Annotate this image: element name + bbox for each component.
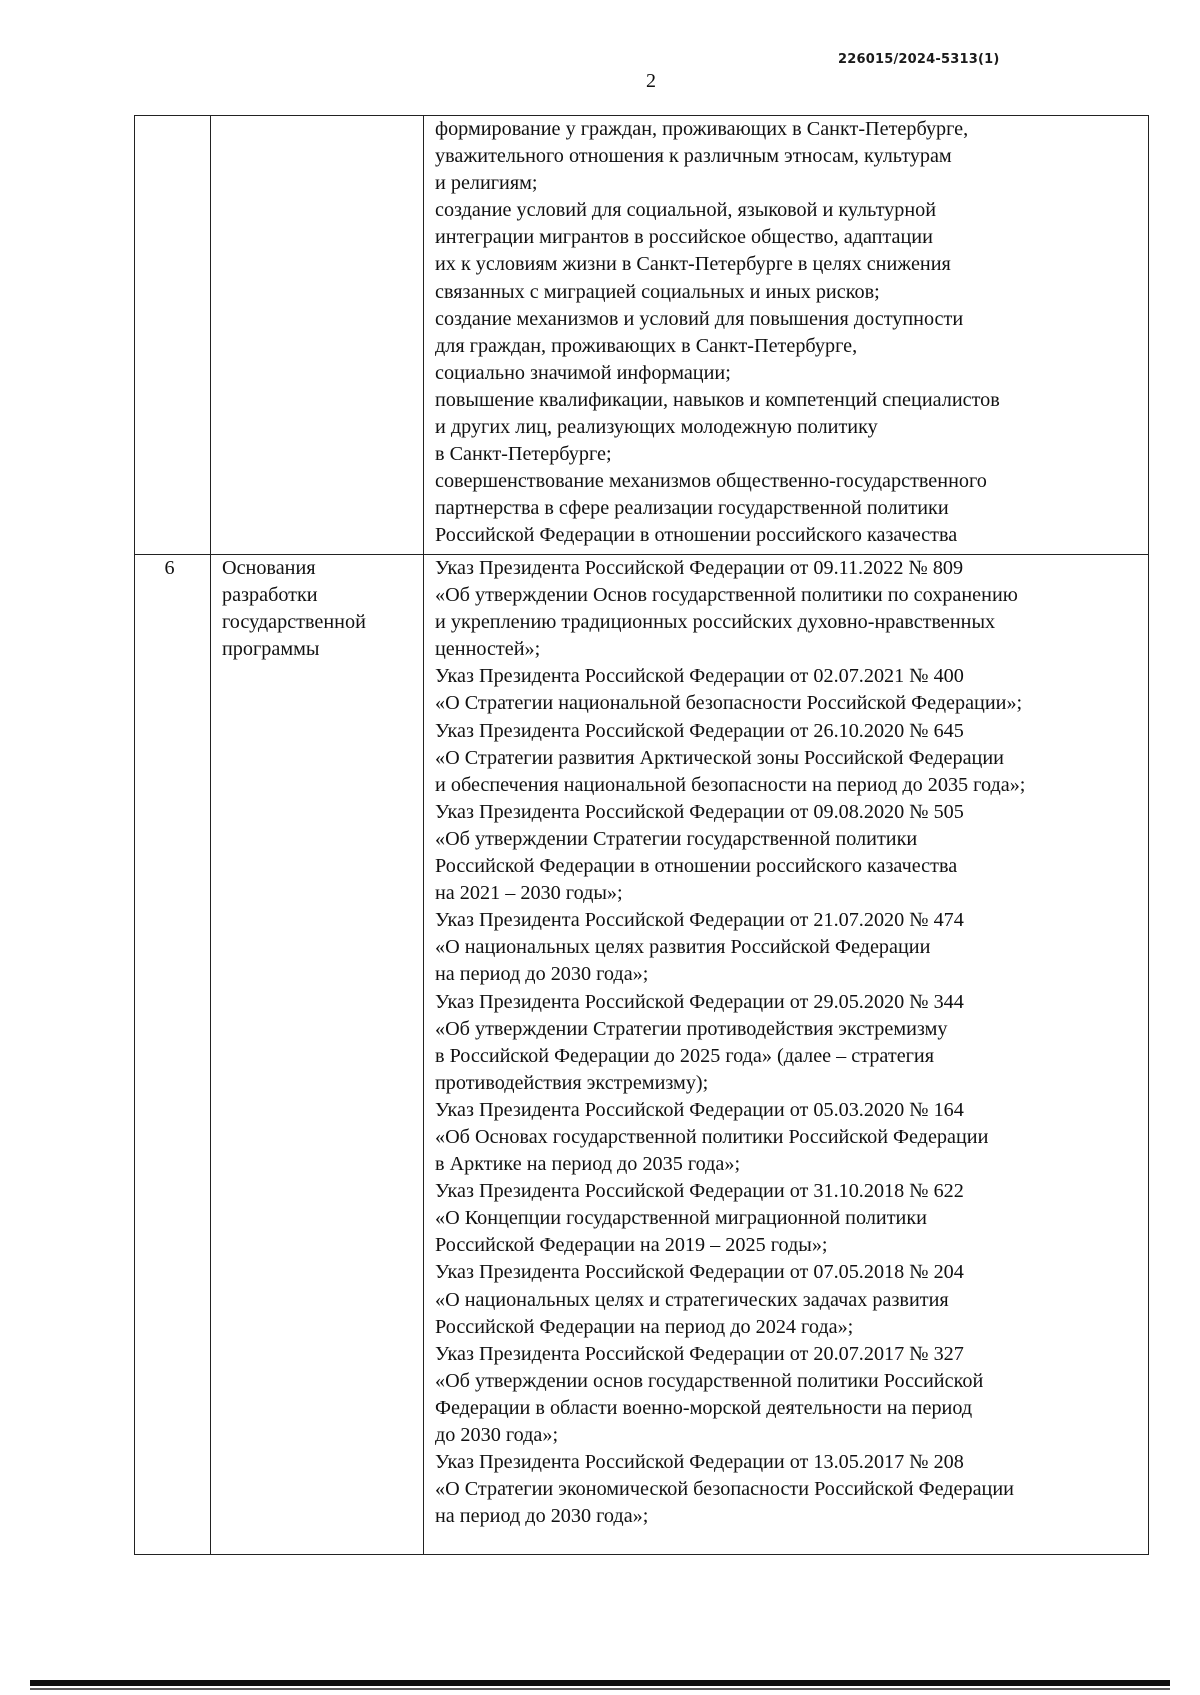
text-line: «О Стратегии национальной безопасности Российской Федерации»; [435,692,1023,715]
text-line: в Арктике на период до 2035 года»; [435,1153,741,1176]
text-line: Основания [222,557,316,579]
row-name-cell [211,116,424,555]
text-line: государственной [222,611,366,634]
text-line: Федерации в области военно-морской деятельности на период [435,1396,973,1419]
text-line: «О Стратегии экономической безопасности Российской Федерации [435,1478,1014,1501]
program-passport-table [134,115,1149,1555]
text-line: на период до 2030 года»; [435,1505,649,1528]
text-line: их к условиям жизни в Санкт-Петербурге в целях снижения [435,253,951,276]
text-line: в Российской Федерации до 2025 года» (далее – стратегия [435,1044,935,1067]
text-line: Российской Федерации в отношении российского казачества [435,524,958,547]
text-line: Российской Федерации на 2019 – 2025 годы»; [435,1234,828,1257]
text-line: связанных с миграцией социальных и иных рисков; [435,280,880,303]
text-line: Указ Президента Российской Федерации от 13.05.2017 № 208 [435,1451,964,1474]
text-line: Указ Президента Российской Федерации от 26.10.2020 № 645 [435,719,964,742]
text-line: «О национальных целях и стратегических задачах развития [435,1288,949,1311]
row-content-cell [424,555,1149,1555]
page-number: 2 [646,70,656,92]
text-line: на период до 2030 года»; [435,963,649,986]
text-line: Указ Президента Российской Федерации от 09.08.2020 № 505 [435,800,964,823]
text-line: повышение квалификации, навыков и компетенций специалистов [435,388,1000,411]
text-line: «Об Основах государственной политики Российской Федерации [435,1125,989,1148]
text-line: Указ Президента Российской Федерации от 21.07.2020 № 474 [435,909,964,932]
text-line: для граждан, проживающих в Санкт-Петербурге, [435,334,858,357]
row-number: 6 [164,557,175,579]
text-line: формирование у граждан, проживающих в Санкт-Петербурге, [435,118,969,140]
text-line: «О Концепции государственной миграционной политики [435,1207,927,1230]
row-name-cell [211,555,424,1555]
row-content-cell [424,116,1149,555]
text-line: ценностей»; [435,638,541,661]
text-line: и укреплению традиционных российских духовно-нравственных [435,611,996,634]
text-line: и обеспечения национальной безопасности на период до 2035 года»; [435,773,1026,796]
text-line: программы [222,638,320,661]
row-name [211,555,423,663]
row-content [424,555,1148,1530]
footer-scan-border [30,1680,1170,1686]
text-line: Указ Президента Российской Федерации от 05.03.2020 № 164 [435,1098,964,1121]
text-line: уважительного отношения к различным этносам, культурам [435,145,952,168]
text-line: и других лиц, реализующих молодежную политику [435,416,878,439]
text-line: Указ Президента Российской Федерации от 20.07.2017 № 327 [435,1342,964,1365]
footer-scan-border-shadow [30,1688,1170,1690]
text-line: Указ Президента Российской Федерации от 02.07.2021 № 400 [435,665,964,688]
text-line: интеграции мигрантов в российское общество, адаптации [435,226,933,249]
row-content [424,116,1148,550]
row-number-cell [135,116,211,555]
text-line: Российской Федерации на период до 2024 года»; [435,1315,854,1338]
text-line: «Об утверждении Стратегии противодействия экстремизму [435,1017,948,1040]
table-row [135,116,1149,555]
text-line: создание условий для социальной, языковой и культурной [435,199,937,222]
document-registration-number: 226015/2024-5313(1) [838,52,1000,67]
text-line: создание механизмов и условий для повышения доступности [435,307,964,330]
table-row [135,555,1149,1555]
text-line: «Об утверждении Основ государственной политики по сохранению [435,584,1018,607]
text-line: «Об утверждении основ государственной политики Российской [435,1369,984,1392]
text-line: Российской Федерации в отношении российского казачества [435,855,958,878]
text-line: и религиям; [435,172,538,195]
text-line: на 2021 – 2030 годы»; [435,882,623,905]
text-line: «Об утверждении Стратегии государственной политики [435,827,918,850]
text-line: в Санкт-Петербурге; [435,443,612,466]
row-number-cell [135,555,211,1555]
text-line: социально значимой информации; [435,361,731,384]
text-line: до 2030 года»; [435,1424,559,1446]
text-line: партнерства в сфере реализации государственной политики [435,497,949,520]
text-line: «О национальных целях развития Российской Федерации [435,936,931,959]
text-line: противодействия экстремизму); [435,1071,709,1094]
text-line: Указ Президента Российской Федерации от 07.05.2018 № 204 [435,1261,964,1284]
text-line: разработки [222,584,318,607]
text-line: «О Стратегии развития Арктической зоны Российской Федерации [435,746,1004,769]
text-line: Указ Президента Российской Федерации от 31.10.2018 № 622 [435,1180,964,1203]
text-line: совершенствование механизмов общественно-государственного [435,470,987,493]
text-line: Указ Президента Российской Федерации от 29.05.2020 № 344 [435,990,964,1013]
text-line: Указ Президента Российской Федерации от 09.11.2022 № 809 [435,557,964,579]
